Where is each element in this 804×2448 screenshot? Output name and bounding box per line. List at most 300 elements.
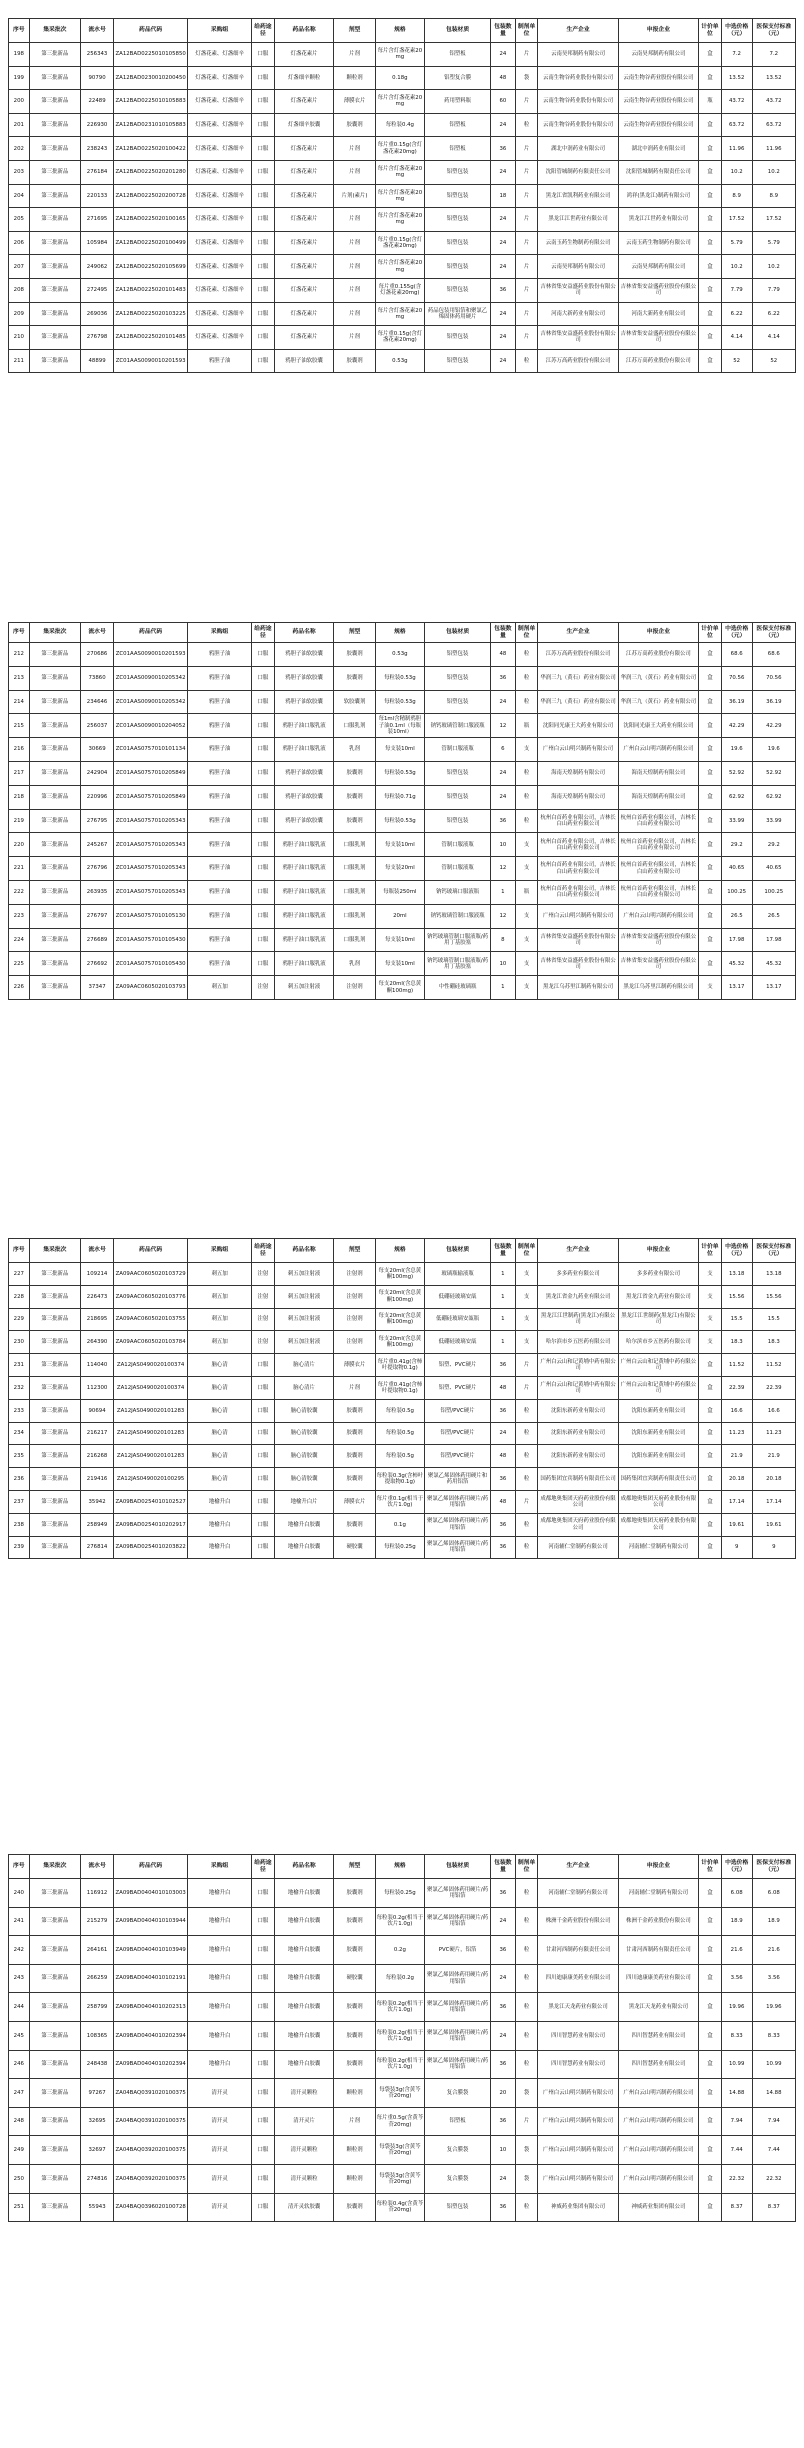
cell-insurance-standard: 43.72	[752, 90, 795, 114]
cell-selected-price: 10.99	[721, 2050, 752, 2079]
cell-price-unit: 盒	[699, 1936, 722, 1965]
cell-package-material: 铝塑/PVC硬片	[425, 1399, 491, 1422]
cell-seq: 223	[9, 904, 30, 928]
cell-selected-price: 42.29	[721, 714, 752, 738]
header-insurance-standard: 医保支付标准（元）	[752, 1855, 795, 1879]
cell-serial: 216217	[81, 1422, 114, 1445]
table-row	[9, 231, 796, 255]
cell-drug-code: ZA12BAD0225020103225	[114, 302, 188, 326]
cell-manufacturer: 吉林省集安益盛药业股份有限公司	[538, 278, 618, 302]
cell-seq: 209	[9, 302, 30, 326]
cell-batch: 第三批新品	[29, 857, 81, 881]
cell-drug-name: 地榆升白胶囊	[274, 2050, 334, 2079]
cell-seq: 205	[9, 208, 30, 232]
cell-purchase-group: 鸦胆子油	[188, 761, 252, 785]
cell-price-unit: 盒	[699, 643, 722, 667]
table-row	[9, 2136, 796, 2165]
cell-dosage-form: 注射剂	[334, 976, 375, 1000]
cell-selected-price: 15.56	[721, 1285, 752, 1308]
cell-dosage-form: 片剂	[334, 137, 375, 161]
cell-drug-code: ZC01AAS0757010101134	[114, 738, 188, 762]
cell-insurance-standard: 13.18	[752, 1263, 795, 1286]
cell-price-unit: 盒	[699, 137, 722, 161]
header-unit: 制剂单位	[515, 1239, 538, 1263]
cell-route: 口服	[252, 1907, 275, 1936]
cell-package-material: 铝塑板	[425, 113, 491, 137]
cell-serial: 226930	[81, 113, 114, 137]
cell-applicant: 河南大新药业有限公司	[618, 302, 698, 326]
cell-applicant: 杭州白首药业有限公司，吉林长白山药业有限公司	[618, 809, 698, 833]
cell-seq: 243	[9, 1964, 30, 1993]
cell-route: 口服	[252, 809, 275, 833]
cell-seq: 234	[9, 1422, 30, 1445]
cell-serial: 242904	[81, 761, 114, 785]
cell-unit: 片	[515, 255, 538, 279]
cell-spec: 每粒装0.71g	[375, 785, 424, 809]
cell-insurance-standard: 11.23	[752, 1422, 795, 1445]
cell-serial: 234646	[81, 690, 114, 714]
header-applicant: 申报企业	[618, 623, 698, 643]
cell-drug-code: ZA12JAS0490020100374	[114, 1376, 188, 1399]
cell-purchase-group: 鸦胆子油	[188, 952, 252, 976]
cell-unit: 片	[515, 1376, 538, 1399]
cell-price-unit: 盒	[699, 349, 722, 373]
cell-route: 口服	[252, 761, 275, 785]
cell-drug-code: ZC01AAS0090010201593	[114, 349, 188, 373]
cell-unit: 粒	[515, 349, 538, 373]
cell-applicant: 多多药业有限公司	[618, 1263, 698, 1286]
cell-dosage-form: 胶囊剂	[334, 1993, 375, 2022]
header-route: 给药途径	[252, 19, 275, 43]
cell-drug-code: ZA04BAQ0391020100375	[114, 2107, 188, 2136]
cell-spec: 每粒装0.25g	[375, 1536, 424, 1559]
cell-price-unit: 盒	[699, 1399, 722, 1422]
cell-insurance-standard: 4.14	[752, 326, 795, 350]
cell-purchase-group: 灯盏花素、灯盏细辛	[188, 278, 252, 302]
cell-seq: 220	[9, 833, 30, 857]
cell-price-unit: 盒	[699, 880, 722, 904]
cell-package-qty: 1	[491, 1308, 516, 1331]
cell-selected-price: 52.92	[721, 761, 752, 785]
cell-applicant: 云南玉药生物制药有限公司	[618, 231, 698, 255]
cell-manufacturer: 成都地奥集团天府药业股份有限公司	[538, 1490, 618, 1513]
cell-serial: 264161	[81, 1936, 114, 1965]
cell-package-material: 铝塑板	[425, 43, 491, 67]
cell-price-unit: 盒	[699, 1907, 722, 1936]
cell-seq: 224	[9, 928, 30, 952]
cell-package-qty: 24	[491, 231, 516, 255]
cell-unit: 粒	[515, 2021, 538, 2050]
cell-dosage-form: 片剂	[334, 255, 375, 279]
cell-package-qty: 36	[491, 2107, 516, 2136]
cell-dosage-form: 胶囊剂	[334, 761, 375, 785]
cell-seq: 249	[9, 2136, 30, 2165]
cell-package-material: 复合膜袋	[425, 2164, 491, 2193]
cell-insurance-standard: 19.6	[752, 738, 795, 762]
cell-price-unit: 盒	[699, 809, 722, 833]
cell-seq: 245	[9, 2021, 30, 2050]
cell-selected-price: 100.25	[721, 880, 752, 904]
table-row	[9, 349, 796, 373]
cell-drug-code: ZC01AAS0757010205343	[114, 833, 188, 857]
cell-drug-code: ZC01AAS0757010205343	[114, 809, 188, 833]
cell-serial: 249062	[81, 255, 114, 279]
cell-batch: 第三批新品	[29, 2136, 81, 2165]
header-drug-name: 药品名称	[274, 623, 334, 643]
cell-manufacturer: 广州白云山明兴制药有限公司	[538, 2136, 618, 2165]
cell-unit: 片	[515, 43, 538, 67]
cell-insurance-standard: 7.94	[752, 2107, 795, 2136]
cell-unit: 粒	[515, 1399, 538, 1422]
cell-route: 口服	[252, 90, 275, 114]
cell-price-unit: 盒	[699, 1964, 722, 1993]
cell-dosage-form: 口服乳剂	[334, 714, 375, 738]
cell-drug-name: 地榆升白胶囊	[274, 1993, 334, 2022]
cell-package-material: 低硼硅玻璃安瓿	[425, 1331, 491, 1354]
header-insurance-standard: 医保支付标准（元）	[752, 1239, 795, 1263]
cell-manufacturer: 成都地奥集团天府药业股份有限公司	[538, 1513, 618, 1536]
cell-dosage-form: 片剂	[334, 208, 375, 232]
table-row	[9, 160, 796, 184]
cell-purchase-group: 鸦胆子油	[188, 833, 252, 857]
cell-serial: 276797	[81, 904, 114, 928]
cell-package-material: 管制口服液瓶	[425, 833, 491, 857]
cell-route: 口服	[252, 231, 275, 255]
cell-manufacturer: 云南昊邦制药有限公司	[538, 43, 618, 67]
cell-applicant: 吉林省集安益盛药业股份有限公司	[618, 952, 698, 976]
cell-seq: 231	[9, 1354, 30, 1377]
cell-spec: 每袋装3g(含黄芩苷20mg)	[375, 2136, 424, 2165]
cell-price-unit: 盒	[699, 1490, 722, 1513]
cell-applicant: 杭州白首药业有限公司，吉林长白山药业有限公司	[618, 857, 698, 881]
header-spec: 规格	[375, 19, 424, 43]
cell-route: 口服	[252, 833, 275, 857]
cell-manufacturer: 海南天煌制药有限公司	[538, 785, 618, 809]
cell-manufacturer: 沈阳管城制药有限责任公司	[538, 160, 618, 184]
cell-seq: 212	[9, 643, 30, 667]
cell-route: 口服	[252, 1354, 275, 1377]
cell-batch: 第三批新品	[29, 2164, 81, 2193]
cell-package-qty: 24	[491, 761, 516, 785]
cell-package-qty: 36	[491, 1936, 516, 1965]
table-row	[9, 928, 796, 952]
cell-dosage-form: 胶囊剂	[334, 1445, 375, 1468]
cell-dosage-form: 片剂	[334, 2107, 375, 2136]
cell-drug-code: ZA12BAD0225020101483	[114, 278, 188, 302]
cell-route: 口服	[252, 904, 275, 928]
cell-seq: 232	[9, 1376, 30, 1399]
cell-route: 口服	[252, 2107, 275, 2136]
cell-package-material: 聚氯乙烯固体药用硬片/药用铝箔	[425, 2021, 491, 2050]
cell-drug-name: 鸦胆子油口服乳液	[274, 952, 334, 976]
cell-drug-name: 清开灵颗粒	[274, 2164, 334, 2193]
cell-package-material: 铝塑板	[425, 137, 491, 161]
cell-purchase-group: 地榆升白	[188, 1490, 252, 1513]
cell-seq: 246	[9, 2050, 30, 2079]
cell-purchase-group: 鸦胆子油	[188, 904, 252, 928]
cell-price-unit: 盒	[699, 928, 722, 952]
header-drug-code: 药品代码	[114, 1855, 188, 1879]
cell-manufacturer: 多多药业有限公司	[538, 1263, 618, 1286]
cell-seq: 228	[9, 1285, 30, 1308]
cell-dosage-form: 胶囊剂	[334, 2193, 375, 2222]
cell-selected-price: 17.52	[721, 208, 752, 232]
cell-dosage-form: 片剂	[334, 326, 375, 350]
cell-unit: 支	[515, 1308, 538, 1331]
cell-selected-price: 16.6	[721, 1399, 752, 1422]
cell-route: 口服	[252, 1993, 275, 2022]
cell-dosage-form: 胶囊剂	[334, 1936, 375, 1965]
cell-manufacturer: 哈尔滨市乡五医药有限公司	[538, 1331, 618, 1354]
cell-drug-code: ZC01AAS0757010105130	[114, 904, 188, 928]
cell-package-qty: 12	[491, 904, 516, 928]
cell-package-qty: 36	[491, 2193, 516, 2222]
cell-batch: 第三批新品	[29, 880, 81, 904]
table-row	[9, 2107, 796, 2136]
cell-selected-price: 8.9	[721, 184, 752, 208]
cell-applicant: 广州白云山明兴制药有限公司	[618, 2107, 698, 2136]
cell-selected-price: 17.14	[721, 1490, 752, 1513]
cell-spec: 每粒装0.2g(相当于饮片1.0g)	[375, 2050, 424, 2079]
cell-spec: 每支20ml(含总黄酮100mg)	[375, 976, 424, 1000]
cell-drug-name: 鸦胆子油口服乳液	[274, 857, 334, 881]
cell-package-material: 管制口服液瓶	[425, 857, 491, 881]
cell-package-material: 铝塑包装	[425, 349, 491, 373]
cell-purchase-group: 灯盏花素、灯盏细辛	[188, 231, 252, 255]
cell-batch: 第三批新品	[29, 66, 81, 90]
cell-route: 口服	[252, 137, 275, 161]
cell-route: 注射	[252, 976, 275, 1000]
cell-purchase-group: 清开灵	[188, 2136, 252, 2165]
cell-drug-name: 灯盏细辛胶囊	[274, 113, 334, 137]
cell-drug-code: ZA12BAD0225010105850	[114, 43, 188, 67]
cell-package-material: 聚氯乙烯固体药用硬片和药用铝箔	[425, 1468, 491, 1491]
cell-spec: 每片含灯盏花素20mg	[375, 208, 424, 232]
cell-drug-code: ZC01AAS0090010204052	[114, 714, 188, 738]
cell-selected-price: 19.6	[721, 738, 752, 762]
cell-unit: 袋	[515, 2136, 538, 2165]
cell-batch: 第三批新品	[29, 833, 81, 857]
header-spec: 规格	[375, 1239, 424, 1263]
cell-seq: 235	[9, 1445, 30, 1468]
header-package-qty: 包装数量	[491, 1239, 516, 1263]
cell-manufacturer: 杭州白首药业有限公司，吉林长白山药业有限公司	[538, 809, 618, 833]
cell-spec: 每粒装0.4g(含黄芩苷20mg)	[375, 2193, 424, 2222]
cell-spec: 0.1g	[375, 1513, 424, 1536]
cell-unit: 支	[515, 1263, 538, 1286]
cell-unit: 粒	[515, 1468, 538, 1491]
cell-package-qty: 48	[491, 66, 516, 90]
cell-serial: 220996	[81, 785, 114, 809]
cell-package-material: 铝塑/PVC硬片	[425, 1422, 491, 1445]
cell-purchase-group: 地榆升白	[188, 2050, 252, 2079]
cell-drug-name: 鸦胆子油口服乳液	[274, 738, 334, 762]
cell-serial: 276795	[81, 809, 114, 833]
cell-unit: 片	[515, 2107, 538, 2136]
cell-selected-price: 6.08	[721, 1879, 752, 1908]
cell-package-qty: 1	[491, 1331, 516, 1354]
cell-price-unit: 盒	[699, 904, 722, 928]
cell-serial: 272495	[81, 278, 114, 302]
cell-drug-code: ZA09AAC0605020103793	[114, 976, 188, 1000]
cell-drug-code: ZA09BAD0404010202313	[114, 1993, 188, 2022]
cell-batch: 第三批新品	[29, 714, 81, 738]
cell-seq: 240	[9, 1879, 30, 1908]
cell-package-qty: 36	[491, 1536, 516, 1559]
cell-insurance-standard: 15.5	[752, 1308, 795, 1331]
cell-purchase-group: 脑心清	[188, 1445, 252, 1468]
cell-manufacturer: 广州白云山和记黄埔中药有限公司	[538, 1376, 618, 1399]
cell-applicant: 成都地奥集团天府药业股份有限公司	[618, 1490, 698, 1513]
cell-manufacturer: 云南生物谷药业股份有限公司	[538, 90, 618, 114]
cell-manufacturer: 杭州白首药业有限公司，吉林长白山药业有限公司	[538, 880, 618, 904]
cell-serial: 73860	[81, 666, 114, 690]
cell-package-material: 铝塑包装	[425, 761, 491, 785]
cell-package-qty: 48	[491, 643, 516, 667]
cell-package-qty: 24	[491, 326, 516, 350]
cell-insurance-standard: 6.22	[752, 302, 795, 326]
cell-price-unit: 盒	[699, 113, 722, 137]
cell-purchase-group: 清开灵	[188, 2079, 252, 2108]
cell-package-qty: 24	[491, 302, 516, 326]
cell-package-qty: 24	[491, 43, 516, 67]
cell-price-unit: 盒	[699, 833, 722, 857]
cell-serial: 256343	[81, 43, 114, 67]
cell-dosage-form: 胶囊剂	[334, 785, 375, 809]
cell-package-material: 钠钙玻璃口服液瓶	[425, 880, 491, 904]
cell-manufacturer: 广州白云山明兴制药有限公司	[538, 904, 618, 928]
cell-seq: 238	[9, 1513, 30, 1536]
cell-spec: 每粒装0.53g	[375, 666, 424, 690]
cell-price-unit: 盒	[699, 278, 722, 302]
cell-applicant: 成都地奥集团天府药业股份有限公司	[618, 1513, 698, 1536]
cell-manufacturer: 云南昊邦制药有限公司	[538, 255, 618, 279]
cell-package-material: 铝塑包装	[425, 326, 491, 350]
cell-price-unit: 盒	[699, 66, 722, 90]
cell-package-material: 聚氯乙烯固体药用硬片/药用铝箔	[425, 1536, 491, 1559]
cell-dosage-form: 片剂	[334, 43, 375, 67]
cell-drug-code: ZA09BAD0404010103944	[114, 1907, 188, 1936]
cell-batch: 第三批新品	[29, 1907, 81, 1936]
cell-selected-price: 11.52	[721, 1354, 752, 1377]
table-row	[9, 714, 796, 738]
cell-route: 口服	[252, 2021, 275, 2050]
cell-purchase-group: 鸦胆子油	[188, 928, 252, 952]
cell-unit: 粒	[515, 785, 538, 809]
cell-batch: 第三批新品	[29, 302, 81, 326]
cell-package-qty: 36	[491, 1879, 516, 1908]
cell-seq: 206	[9, 231, 30, 255]
cell-seq: 202	[9, 137, 30, 161]
cell-spec: 每粒装0.2g(相当于饮片1.0g)	[375, 2021, 424, 2050]
cell-dosage-form: 薄膜衣片	[334, 1490, 375, 1513]
cell-insurance-standard: 16.6	[752, 1399, 795, 1422]
cell-spec: 每粒装0.5g	[375, 1399, 424, 1422]
cell-selected-price: 14.88	[721, 2079, 752, 2108]
cell-drug-code: ZA12BAD0231010105883	[114, 113, 188, 137]
cell-route: 口服	[252, 1445, 275, 1468]
table-row	[9, 184, 796, 208]
cell-selected-price: 13.52	[721, 66, 752, 90]
table-row	[9, 2021, 796, 2050]
cell-manufacturer: 黑龙江省金九药业有限公司	[538, 1285, 618, 1308]
header-spec: 规格	[375, 623, 424, 643]
cell-price-unit: 盒	[699, 2136, 722, 2165]
cell-purchase-group: 灯盏花素、灯盏细辛	[188, 90, 252, 114]
cell-spec: 每片重0.15g(含灯盏花素20mg)	[375, 231, 424, 255]
table-row	[9, 1490, 796, 1513]
cell-insurance-standard: 26.5	[752, 904, 795, 928]
cell-batch: 第三批新品	[29, 208, 81, 232]
cell-unit: 瓶	[515, 714, 538, 738]
cell-route: 口服	[252, 2079, 275, 2108]
cell-spec: 每支20ml(含总黄酮100mg)	[375, 1308, 424, 1331]
cell-package-qty: 12	[491, 857, 516, 881]
cell-unit: 支	[515, 952, 538, 976]
cell-batch: 第三批新品	[29, 1964, 81, 1993]
cell-applicant: 吉林省集安益盛药业股份有限公司	[618, 278, 698, 302]
cell-batch: 第三批新品	[29, 976, 81, 1000]
table-row	[9, 1936, 796, 1965]
cell-insurance-standard: 19.96	[752, 1993, 795, 2022]
cell-spec: 0.18g	[375, 66, 424, 90]
header-selected-price: 中选价格（元）	[721, 1855, 752, 1879]
table-row	[9, 738, 796, 762]
cell-applicant: 沈阳东新药业有限公司	[618, 1399, 698, 1422]
header-route: 给药途径	[252, 1855, 275, 1879]
cell-dosage-form: 胶囊剂	[334, 643, 375, 667]
cell-insurance-standard: 11.96	[752, 137, 795, 161]
cell-package-material: 复合膜袋	[425, 2136, 491, 2165]
cell-batch: 第三批新品	[29, 1263, 81, 1286]
cell-dosage-form: 薄膜衣片	[334, 1354, 375, 1377]
cell-serial: 276184	[81, 160, 114, 184]
table-row	[9, 2193, 796, 2222]
cell-purchase-group: 刺五加	[188, 1285, 252, 1308]
cell-unit: 粒	[515, 1907, 538, 1936]
table-row	[9, 666, 796, 690]
cell-package-qty: 36	[491, 1468, 516, 1491]
cell-spec: 每片含灯盏花素20mg	[375, 90, 424, 114]
cell-applicant: 云南昊邦制药有限公司	[618, 255, 698, 279]
cell-batch: 第三批新品	[29, 113, 81, 137]
cell-drug-name: 灯盏花素片	[274, 302, 334, 326]
cell-spec: 20ml	[375, 904, 424, 928]
cell-price-unit: 盒	[699, 1376, 722, 1399]
cell-price-unit: 盒	[699, 1536, 722, 1559]
cell-spec: 0.53g	[375, 349, 424, 373]
cell-package-qty: 36	[491, 1354, 516, 1377]
cell-purchase-group: 灯盏花素、灯盏细辛	[188, 302, 252, 326]
cell-drug-code: ZA12JAS0490020101283	[114, 1399, 188, 1422]
table-row	[9, 1399, 796, 1422]
cell-drug-name: 鸦胆子油口服乳液	[274, 880, 334, 904]
header-drug-name: 药品名称	[274, 19, 334, 43]
cell-dosage-form: 片剂	[334, 302, 375, 326]
cell-drug-code: ZA09AAC0605020103776	[114, 1285, 188, 1308]
cell-purchase-group: 清开灵	[188, 2107, 252, 2136]
cell-drug-code: ZA12BAD0225010105883	[114, 90, 188, 114]
cell-unit: 粒	[515, 1513, 538, 1536]
cell-package-material: 铝塑、PVC硬片	[425, 1354, 491, 1377]
cell-dosage-form: 口服乳剂	[334, 857, 375, 881]
table-row	[9, 66, 796, 90]
cell-drug-name: 鸦胆子油口服乳液	[274, 928, 334, 952]
cell-dosage-form: 片剂	[334, 160, 375, 184]
cell-unit: 粒	[515, 1993, 538, 2022]
cell-seq: 233	[9, 1399, 30, 1422]
cell-package-qty: 24	[491, 349, 516, 373]
